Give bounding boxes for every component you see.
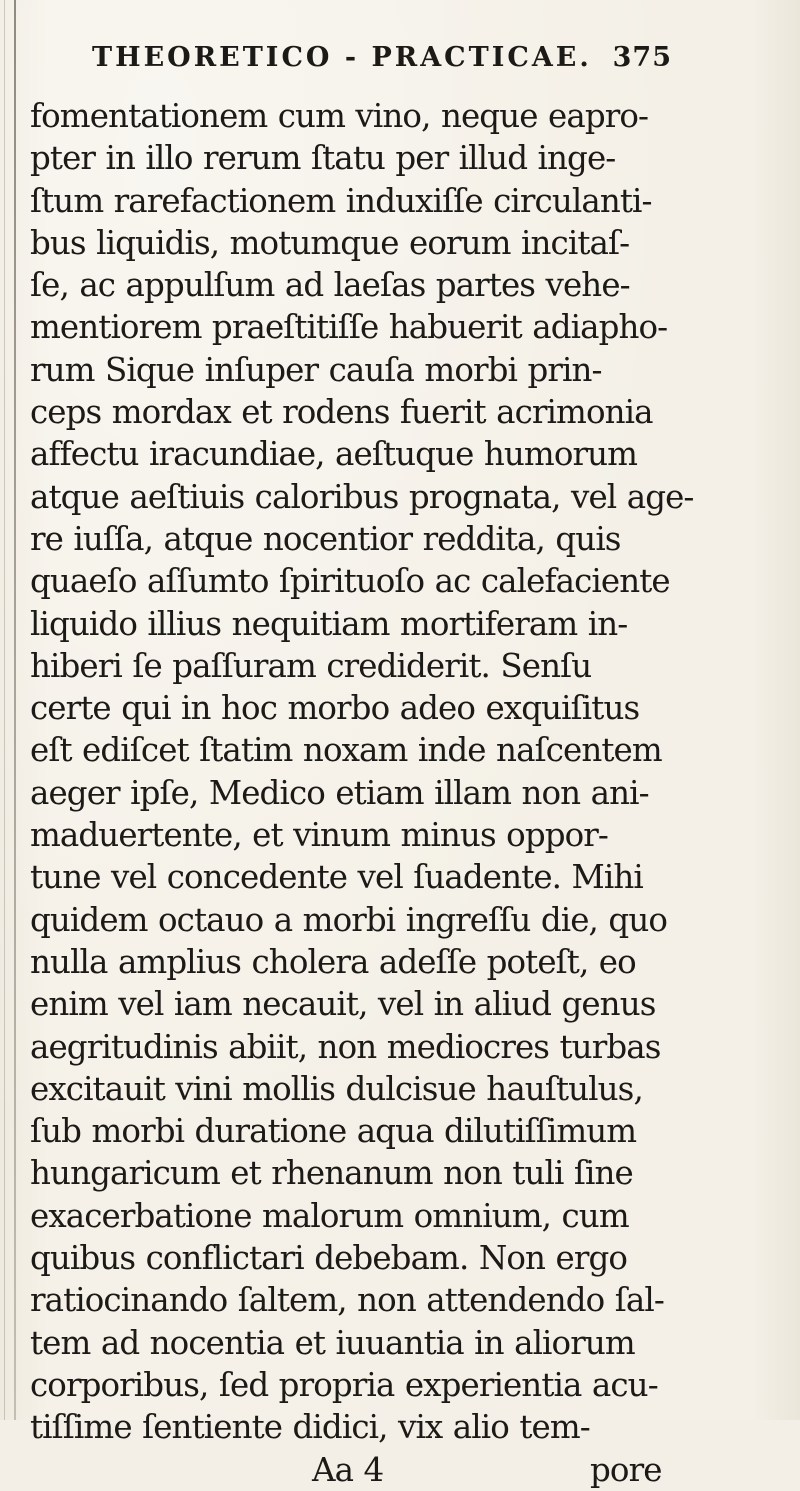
- text-line: quibus conflictari debebam. Non ergo: [30, 1239, 628, 1278]
- text-line: ratiocinando ſaltem, non attendendo ſal-: [30, 1281, 664, 1320]
- text-line: hiberi ſe paſſuram crediderit. Senſu: [30, 646, 592, 685]
- body-text: [30, 95, 780, 1491]
- text-line: fomentationem cum vino, neque eapro-: [30, 97, 649, 135]
- text-line: mentiorem praeſtitiſſe habuerit adiapho-: [30, 308, 668, 347]
- text-line: quaeſo aſſumto ſpirituoſo ac calefaciente: [30, 562, 670, 601]
- text-line: ſe, ac appulſum ad laeſas partes vehe-: [30, 266, 630, 305]
- catchword: pore: [590, 1450, 662, 1489]
- text-line: quidem octauo a morbi ingreſſu die, quo: [30, 900, 668, 939]
- text-line: bus liquidis, motumque eorum incitaſ-: [30, 223, 630, 262]
- text-line: rum Sique inſuper cauſa morbi prin-: [30, 350, 602, 389]
- text-line: hungaricum et rhenanum non tuli ſine: [30, 1154, 633, 1193]
- text-line: excitauit vini mollis dulcisue hauſtulus,: [30, 1069, 643, 1108]
- text-line: liquido illius nequitiam mortiferam in-: [30, 604, 628, 643]
- text-line: ceps mordax et rodens fuerit acrimonia: [30, 393, 653, 432]
- signature-mark: Aa 4: [312, 1450, 384, 1489]
- text-line: tem ad nocentia et iuuantia in aliorum: [30, 1323, 635, 1362]
- text-line: re iuſſa, atque nocentior reddita, quis: [30, 519, 621, 558]
- running-head: [92, 42, 672, 82]
- text-line: pter in illo rerum ſtatu per illud inge-: [30, 139, 616, 178]
- text-line: atque aeſtiuis caloribus prognata, vel age-: [30, 477, 694, 516]
- text-line: ſtum rarefactionem induxiſſe circulanti-: [30, 181, 652, 220]
- page-gutter-edge: [4, 0, 5, 1420]
- text-line: enim vel iam necauit, vel in aliud genus: [30, 985, 656, 1024]
- text-line: tune vel concedente vel ſuadente. Mihi: [30, 858, 643, 897]
- footer-line: [30, 1449, 780, 1491]
- text-line: nulla amplius cholera adeſſe poteſt, eo: [30, 942, 636, 981]
- text-line: exacerbatione malorum omnium, cum: [30, 1196, 629, 1235]
- text-line: ſub morbi duratione aqua dilutiſſimum: [30, 1112, 637, 1151]
- text-line: maduertente, et vinum minus oppor-: [30, 816, 609, 855]
- text-line: corporibus, ſed propria experientia acu-: [30, 1365, 658, 1404]
- text-line: aeger ipſe, Medico etiam illam non ani-: [30, 773, 649, 812]
- text-line: tiſſime ſentiente didici, vix alio tem-: [30, 1408, 590, 1447]
- running-title: THEORETICO - PRACTICAE.: [92, 42, 592, 73]
- text-line: affectu iracundiae, aeſtuque humorum: [30, 435, 638, 474]
- text-line: aegritudinis abiit, non mediocres turbas: [30, 1027, 661, 1066]
- text-line: eſt ediſcet ſtatim noxam inde naſcentem: [30, 731, 662, 770]
- text-line: certe qui in hoc morbo adeo exquiſitus: [30, 689, 640, 728]
- page-number: 375: [612, 42, 672, 73]
- page-gutter-shadow: [14, 0, 16, 1420]
